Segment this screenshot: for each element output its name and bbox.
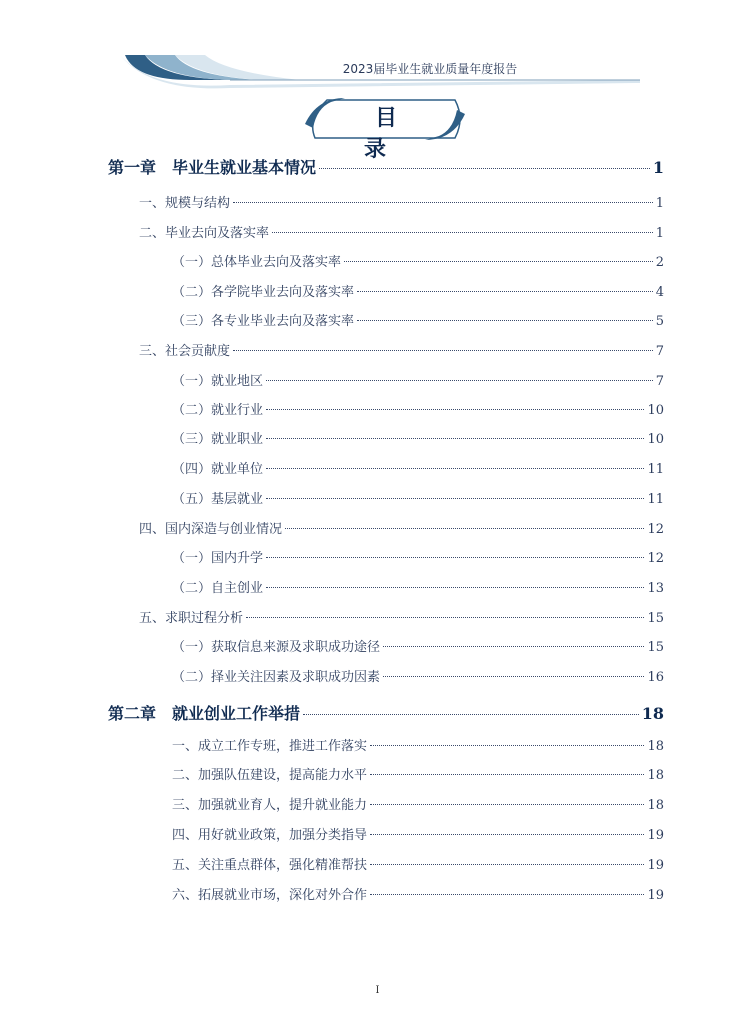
page-number: I [375, 985, 380, 996]
toc-entry[interactable] [172, 548, 664, 570]
toc-entry-page: 10 [647, 432, 664, 447]
toc-entry[interactable] [139, 341, 664, 363]
header-title: 2023届毕业生就业质量年度报告 [342, 62, 518, 76]
dot-leader [266, 498, 644, 499]
toc-entry[interactable] [172, 765, 664, 787]
toc-entry[interactable] [172, 578, 664, 600]
dot-leader [344, 261, 653, 262]
dot-leader [266, 587, 644, 588]
toc-entry-page: 15 [647, 640, 664, 655]
toc-entry-label: （二）自主创业 [172, 581, 264, 596]
toc-entry-label: 三、加强就业育人，提升就业能力 [172, 798, 368, 813]
toc-chapter-entry[interactable] [108, 703, 664, 725]
toc-entry-page: 7 [655, 344, 664, 359]
dot-leader [233, 350, 653, 351]
dot-leader [246, 617, 644, 618]
toc-entry-label: 三、社会贡献度 [139, 344, 231, 359]
toc-entry-label: （三）各专业毕业去向及落实率 [172, 314, 355, 329]
toc-entry[interactable] [172, 429, 664, 451]
toc-entry-label: 二、毕业去向及落实率 [139, 226, 270, 241]
toc-entry-label: （一）获取信息来源及求职成功途径 [172, 640, 381, 655]
dot-leader [319, 168, 650, 169]
toc-entry-page: 2 [655, 255, 664, 270]
dot-leader [357, 291, 653, 292]
dot-leader [370, 774, 644, 775]
dot-leader [272, 232, 653, 233]
toc-entry-label: （五）基层就业 [172, 492, 264, 507]
toc-entry-label: 五、求职过程分析 [139, 611, 244, 626]
dot-leader [370, 864, 644, 865]
toc-entry-label: （一）国内升学 [172, 551, 264, 566]
toc-entry-page: 1 [652, 158, 664, 177]
toc-entry-page: 13 [647, 581, 664, 596]
toc-entry[interactable] [172, 371, 664, 393]
toc-entry-page: 1 [655, 196, 664, 211]
toc-entry[interactable] [172, 736, 664, 758]
toc-entry-page: 1 [655, 226, 664, 241]
toc-entry-label: （二）就业行业 [172, 403, 264, 418]
toc-entry-label: 二、加强队伍建设，提高能力水平 [172, 768, 368, 783]
toc-entry-label: （二）各学院毕业去向及落实率 [172, 285, 355, 300]
toc-entry-page: 18 [647, 768, 664, 783]
toc-entry-label: 四、国内深造与创业情况 [139, 522, 283, 537]
dot-leader [370, 804, 644, 805]
toc-entry-page: 5 [655, 314, 664, 329]
toc-entry-page: 11 [647, 462, 664, 477]
toc-chapter-entry[interactable] [108, 157, 664, 179]
toc-title: 目 录 [363, 105, 419, 162]
toc-entry-page: 11 [647, 492, 664, 507]
toc-entry-label: 四、用好就业政策，加强分类指导 [172, 828, 368, 843]
toc-entry-page: 18 [641, 704, 664, 723]
toc-entry-page: 7 [655, 374, 664, 389]
toc-entry[interactable] [172, 795, 664, 817]
toc-entry-label: （一）总体毕业去向及落实率 [172, 255, 342, 270]
toc-entry-label: （三）就业职业 [172, 432, 264, 447]
toc-title-badge [305, 94, 465, 162]
toc-entry[interactable] [139, 193, 664, 215]
page-header [0, 0, 755, 90]
toc-entry-page: 19 [647, 888, 664, 903]
toc-entry-label: （二）择业关注因素及求职成功因素 [172, 670, 381, 685]
toc-entry-page: 19 [647, 828, 664, 843]
dot-leader [266, 409, 644, 410]
toc-entry[interactable] [172, 885, 664, 907]
toc-entry-page: 10 [647, 403, 664, 418]
dot-leader [266, 468, 644, 469]
toc-entry-page: 12 [647, 522, 664, 537]
dot-leader [233, 202, 653, 203]
toc-entry[interactable] [172, 459, 664, 481]
toc-entry-label: （一）就业地区 [172, 374, 264, 389]
dot-leader [383, 646, 644, 647]
dot-leader [370, 834, 644, 835]
toc-entry-page: 12 [647, 551, 664, 566]
dot-leader [357, 320, 653, 321]
toc-entry-label: 第二章 就业创业工作举措 [108, 704, 301, 723]
toc-entry-label: 六、拓展就业市场，深化对外合作 [172, 888, 368, 903]
toc-entry-page: 19 [647, 858, 664, 873]
toc-entry-label: 一、成立工作专班，推进工作落实 [172, 739, 368, 754]
toc-entry-page: 15 [647, 611, 664, 626]
dot-leader [266, 438, 644, 439]
dot-leader [266, 557, 644, 558]
toc-entry[interactable] [172, 825, 664, 847]
toc-entry-label: 五、关注重点群体，强化精准帮扶 [172, 858, 368, 873]
toc-entry[interactable] [139, 223, 664, 245]
dot-leader [266, 380, 653, 381]
toc-entry[interactable] [172, 282, 664, 304]
dot-leader [370, 894, 644, 895]
toc-entry-label: 一、规模与结构 [139, 196, 231, 211]
dot-leader [285, 528, 644, 529]
toc-entry[interactable] [172, 667, 664, 689]
dot-leader [383, 676, 644, 677]
toc-entry[interactable] [172, 400, 664, 422]
toc-entry[interactable] [172, 855, 664, 877]
toc-entry[interactable] [172, 489, 664, 511]
toc-entry[interactable] [172, 311, 664, 333]
toc-entry[interactable] [139, 608, 664, 630]
toc-entry-label: （四）就业单位 [172, 462, 264, 477]
toc-entry-page: 4 [655, 285, 664, 300]
toc-entry-page: 18 [647, 739, 664, 754]
toc-entry[interactable] [172, 637, 664, 659]
toc-entry[interactable] [139, 519, 664, 541]
toc-entry-page: 16 [647, 670, 664, 685]
dot-leader [303, 714, 639, 715]
toc-entry-label: 第一章 毕业生就业基本情况 [108, 158, 317, 177]
dot-leader [370, 745, 644, 746]
toc-entry[interactable] [172, 252, 664, 274]
toc-entry-page: 18 [647, 798, 664, 813]
